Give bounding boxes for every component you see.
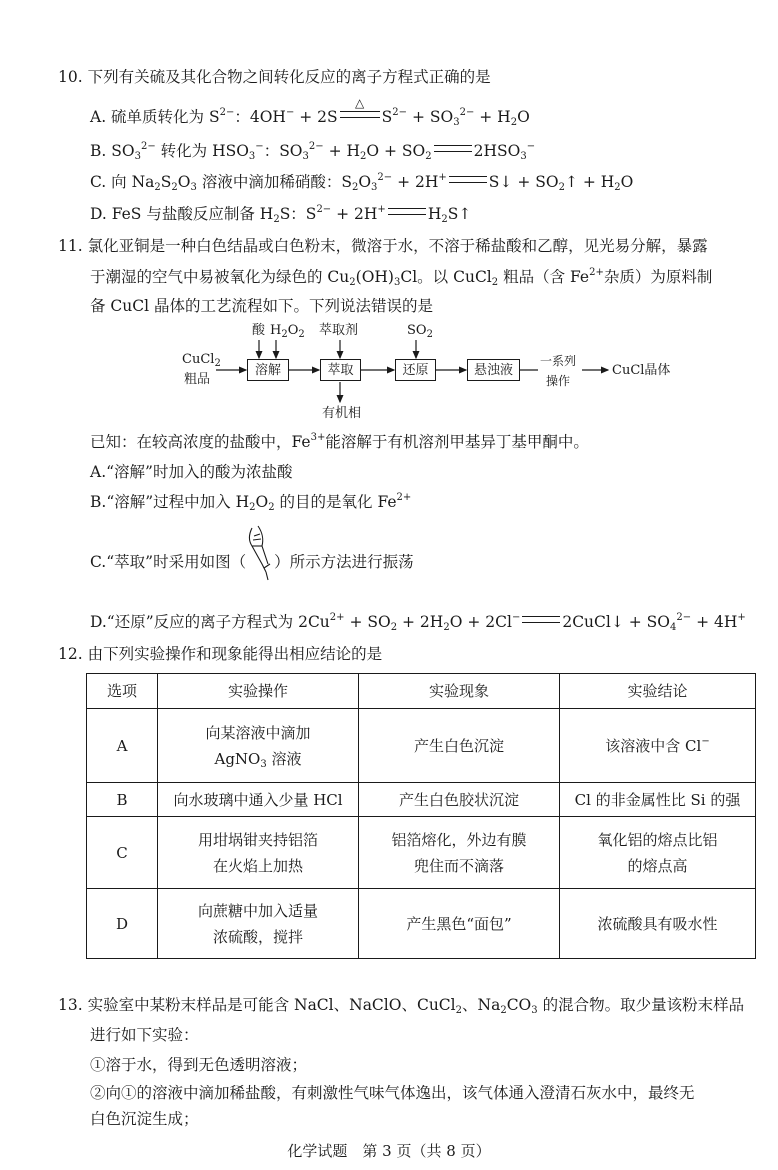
flow-ops-2: 操作 <box>546 374 571 388</box>
row-conclusion: Cl 的非金属性比 Si 的强 <box>560 783 756 817</box>
flow-organic-phase: 有机相 <box>322 406 362 421</box>
flow-box-extract: 萃取 <box>320 359 361 381</box>
row-phenomenon: 铝箔熔化，外边有膜 兜住而不滴落 <box>359 817 560 889</box>
flow-ops-1: 一系列 <box>540 354 577 368</box>
heating-equal-sign: △ <box>340 111 380 118</box>
header-conclusion: 实验结论 <box>560 674 756 709</box>
q11-stem-line1: 11. 氯化亚铜是一种白色结晶或白色粉末，微溶于水，不溶于稀盐酸和乙醇，见光易分解，暴露 <box>58 237 708 255</box>
flow-box-dissolve: 溶解 <box>247 359 289 381</box>
header-phenomenon: 实验现象 <box>359 674 560 709</box>
q10-stem: 10. 下列有关硫及其化合物之间转化反应的离子方程式正确的是 <box>58 68 491 86</box>
flow-end-product: CuCl晶体 <box>612 363 671 378</box>
q11-known: 已知：在较高浓度的盐酸中，$Fe^{3+}$能溶解于有机溶剂甲基异丁基甲酮中。 <box>90 432 589 451</box>
row-option: B <box>87 783 158 817</box>
row-operation: 向蔗糖中加入适量 浓硫酸，搅拌 <box>158 889 359 959</box>
q10-option-c: C. 向 $Na_2S_2O_3$ 溶液中滴加稀硝酸：$S_2O_3^{2-} + 2H^+$ S↓ + $SO_2↑ + H_2O$ <box>90 172 634 193</box>
q13-step2-line2: 白色沉淀生成； <box>90 1110 199 1128</box>
funnel-icon <box>246 524 274 584</box>
flow-extractant: 萃取剂 <box>319 323 359 338</box>
row-phenomenon: 产生白色胶状沉淀 <box>359 783 560 817</box>
row-conclusion: 氧化铝的熔点比铝 的熔点高 <box>560 817 756 889</box>
q11-option-b: B.“溶解”过程中加入 $H_2O_2$ 的目的是氧化 $Fe^{2+}$ <box>90 492 412 513</box>
header-operation: 实验操作 <box>158 674 359 709</box>
row-option: D <box>87 889 158 959</box>
row-operation: 向某溶液中滴加 AgNO$_3$ 溶液 <box>158 709 359 783</box>
row-option: A <box>87 709 158 783</box>
row-conclusion: 该溶液中含 Cl− <box>560 709 756 783</box>
table-row <box>87 709 756 783</box>
q13-stem-line1: 13. 实验室中某粉末样品是可能含 NaCl、NaClO、CuCl$_2$、$Na_2CO_3$ 的混合物。取少量该粉末样品 <box>58 996 745 1016</box>
row-phenomenon: 产生黑色“面包” <box>359 889 560 959</box>
table-header-row <box>87 674 756 709</box>
table-row <box>87 817 756 889</box>
q12-stem: 12. 由下列实验操作和现象能得出相应结论的是 <box>58 645 383 663</box>
flow-start-label: CuCl$_2$ <box>182 352 221 369</box>
q11-option-a: A.“溶解”时加入的酸为浓盐酸 <box>90 463 293 481</box>
flow-acid: 酸 <box>252 323 266 338</box>
flow-so2: $SO_2$ <box>407 323 433 340</box>
q10-option-a: A. 硫单质转化为 $S^{2-}$：4OH− + 2S △ $S^{2-} + SO_3^{2-} + H_2O$ <box>90 96 530 128</box>
row-operation: 用坩埚钳夹持铝箔 在火焰上加热 <box>158 817 359 889</box>
row-conclusion: 浓硫酸具有吸水性 <box>560 889 756 959</box>
table-row <box>87 889 756 959</box>
table-row <box>87 783 756 817</box>
header-option: 选项 <box>87 674 158 709</box>
process-flow-diagram <box>176 318 696 428</box>
flow-box-suspension: 悬浊液 <box>467 359 520 381</box>
q13-step1: ①溶于水，得到无色透明溶液； <box>90 1056 308 1074</box>
row-phenomenon: 产生白色沉淀 <box>359 709 560 783</box>
flow-start-label-2: 粗品 <box>184 372 211 387</box>
flow-h2o2: $H_2O_2$ <box>270 323 305 340</box>
q11-option-c: C.“萃取”时采用如图（ ）所示方法进行振荡 <box>90 551 414 574</box>
q11-stem-line2: 于潮湿的空气中易被氧化为绿色的 $Cu_2(OH)_3Cl$。以 CuCl$_2$ 粗品（含 $Fe^{2+}$杂质）为原料制 <box>90 267 713 288</box>
row-option: C <box>87 817 158 889</box>
q11-option-d: D.“还原”反应的离子方程式为 $2Cu^{2+} + SO_2 + 2H_2O + 2Cl^-$ 2CuCl↓ + $SO_4^{2-} + 4H^+$ <box>90 612 746 633</box>
separatory-funnel-figure <box>246 552 274 574</box>
q13-stem-line2: 进行如下实验： <box>90 1026 199 1044</box>
experiment-table <box>86 673 756 959</box>
page-footer: 化学试题 第 3 页（共 8 页） <box>287 1142 491 1160</box>
q11-stem-line3: 备 CuCl 晶体的工艺流程如下。下列说法错误的是 <box>90 297 434 315</box>
flow-box-reduce: 还原 <box>395 359 436 381</box>
q10-option-d: D. FeS 与盐酸反应制备 $H_2S$：$S^{2-} + 2H^+$ $H_2S↑$ <box>90 204 472 225</box>
q10-option-b: B. $SO_3^{2-}$ 转化为 $HSO_3^-$：$SO_3^{2-} + H_2O + SO_2$ $2HSO_3^-$ <box>90 141 536 162</box>
row-operation: 向水玻璃中通入少量 HCl <box>158 783 359 817</box>
q13-step2-line1: ②向①的溶液中滴加稀盐酸，有刺激性气味气体逸出，该气体通入澄清石灰水中，最终无 <box>90 1084 695 1102</box>
